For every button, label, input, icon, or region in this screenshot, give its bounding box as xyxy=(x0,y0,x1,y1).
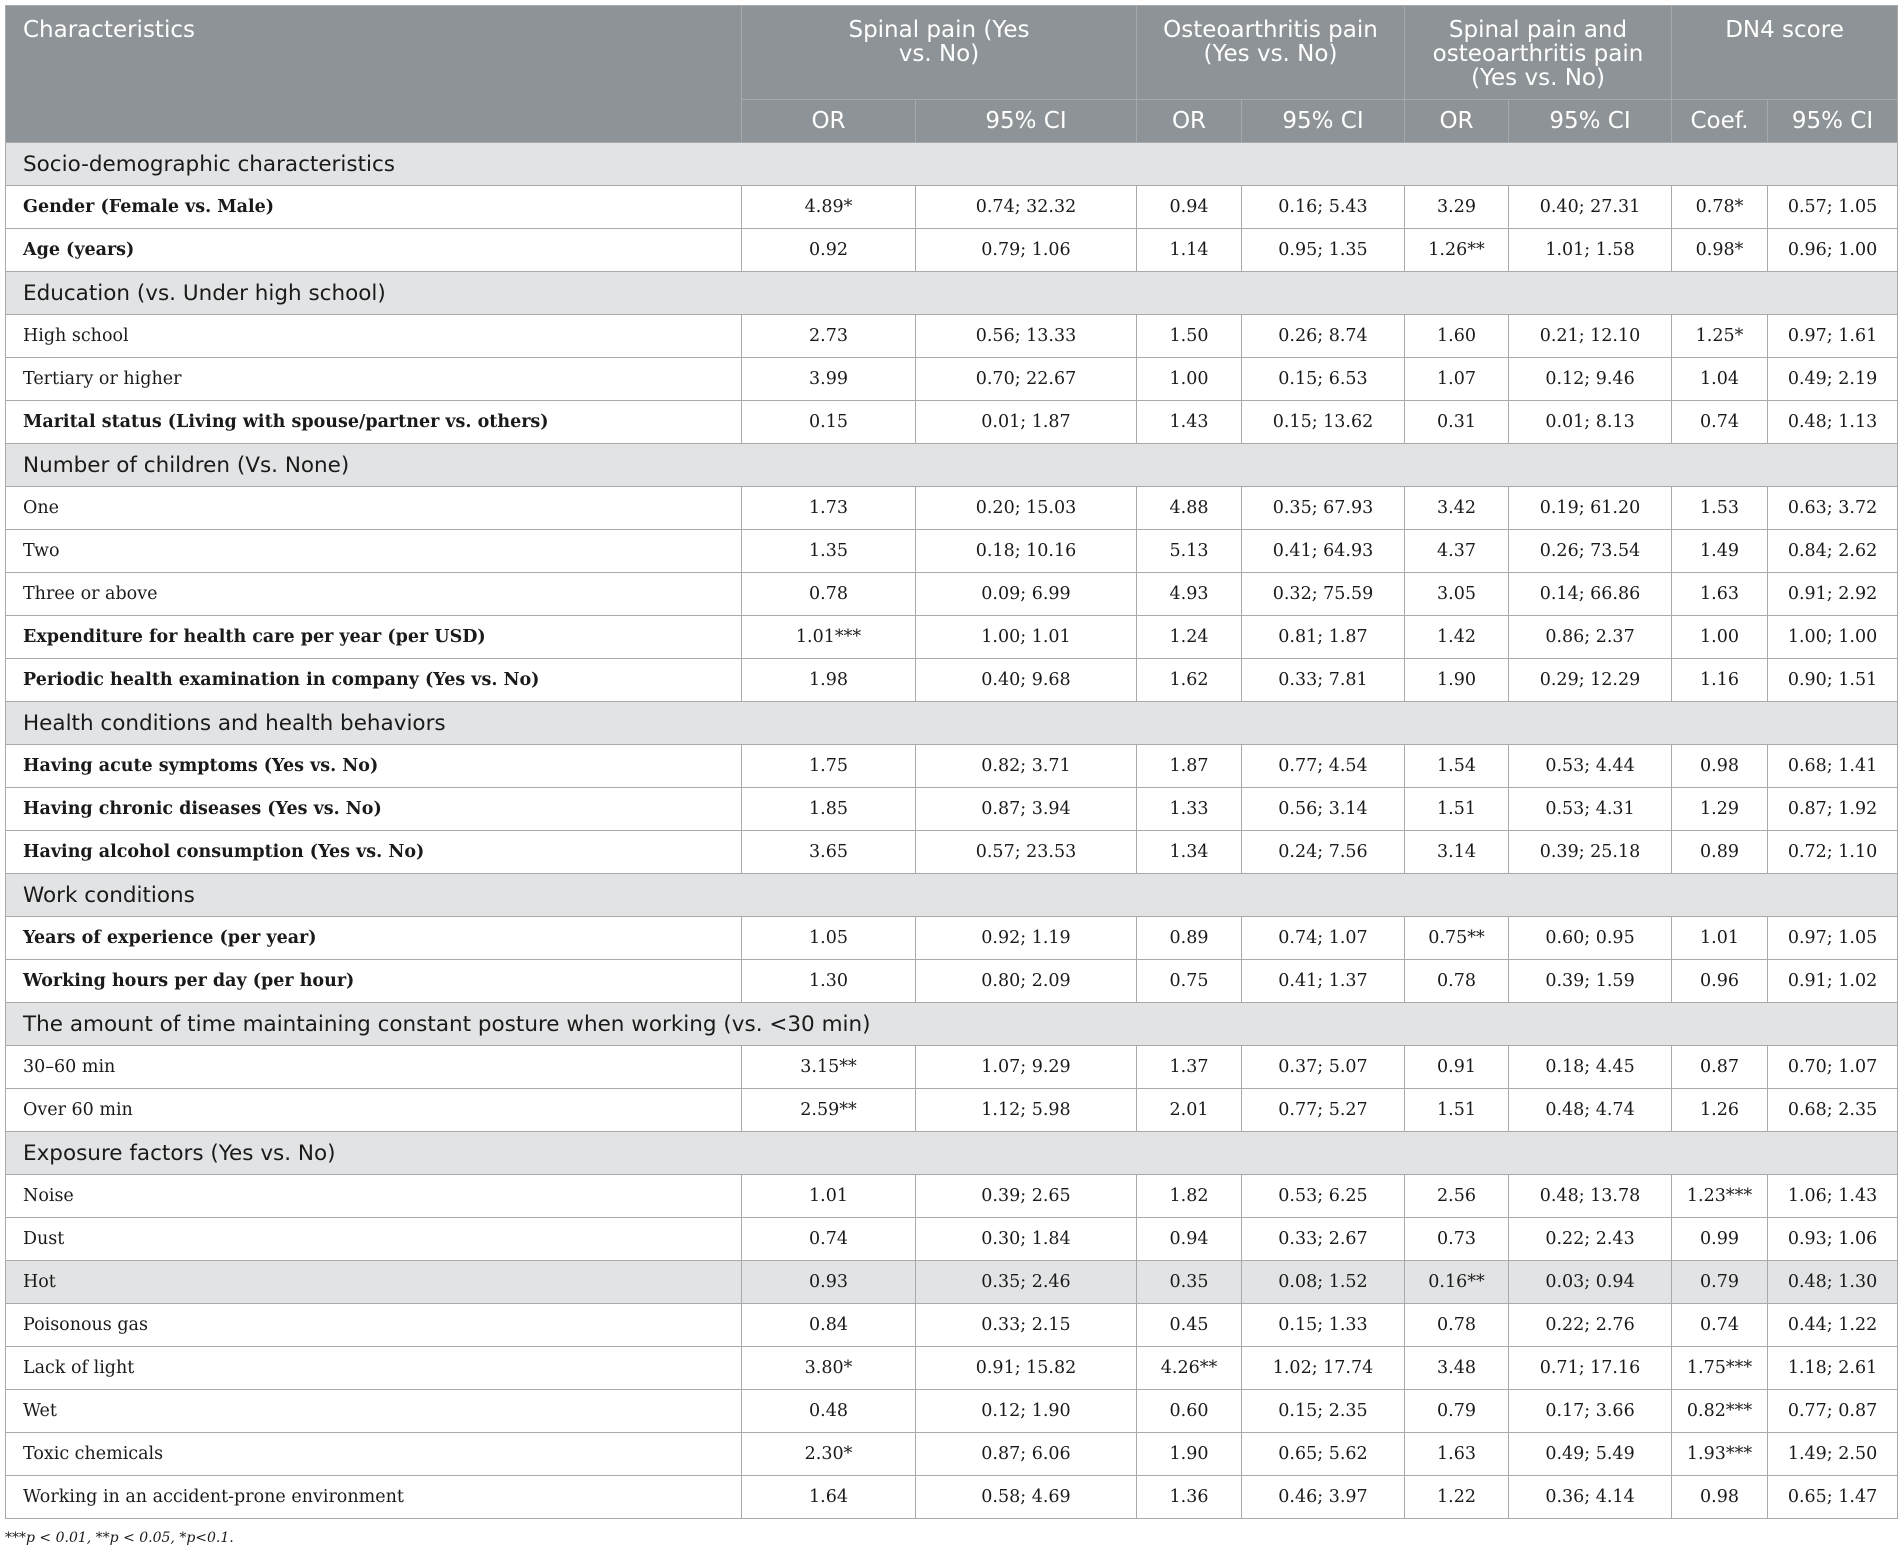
ci-cell: 0.26; 8.74 xyxy=(1242,315,1405,358)
section-label: Socio-demographic characteristics xyxy=(6,143,1898,186)
ci-cell: 0.80; 2.09 xyxy=(916,960,1137,1003)
estimate-cell: 3.05 xyxy=(1405,573,1509,616)
row-label: Over 60 min xyxy=(6,1089,742,1132)
ci-cell: 0.96; 1.00 xyxy=(1768,229,1898,272)
estimate-cell: 4.88 xyxy=(1137,487,1242,530)
estimate-cell: 1.22 xyxy=(1405,1476,1509,1519)
table-row xyxy=(6,745,1898,788)
ci-cell: 0.37; 5.07 xyxy=(1242,1046,1405,1089)
section-row xyxy=(6,1132,1898,1175)
estimate-cell: 0.93 xyxy=(742,1261,916,1304)
dn4-coef-header: Coef. xyxy=(1672,100,1768,143)
estimate-cell: 0.15 xyxy=(742,401,916,444)
estimate-cell: 1.98 xyxy=(742,659,916,702)
section-row xyxy=(6,874,1898,917)
ci-cell: 0.86; 2.37 xyxy=(1509,616,1672,659)
row-label: Dust xyxy=(6,1218,742,1261)
ci-cell: 0.14; 66.86 xyxy=(1509,573,1672,616)
estimate-cell: 1.14 xyxy=(1137,229,1242,272)
estimate-cell: 0.75** xyxy=(1405,917,1509,960)
ci-cell: 0.91; 1.02 xyxy=(1768,960,1898,1003)
estimate-cell: 1.37 xyxy=(1137,1046,1242,1089)
ci-cell: 1.12; 5.98 xyxy=(916,1089,1137,1132)
ci-cell: 0.41; 1.37 xyxy=(1242,960,1405,1003)
row-label: Poisonous gas xyxy=(6,1304,742,1347)
estimate-cell: 2.01 xyxy=(1137,1089,1242,1132)
estimate-cell: 1.05 xyxy=(742,917,916,960)
ci-cell: 0.65; 5.62 xyxy=(1242,1433,1405,1476)
ci-cell: 0.53; 6.25 xyxy=(1242,1175,1405,1218)
estimate-cell: 1.75*** xyxy=(1672,1347,1768,1390)
ci-cell: 0.77; 5.27 xyxy=(1242,1089,1405,1132)
ci-cell: 0.18; 4.45 xyxy=(1509,1046,1672,1089)
table-row xyxy=(6,1304,1898,1347)
estimate-cell: 0.45 xyxy=(1137,1304,1242,1347)
table-row xyxy=(6,1261,1898,1304)
estimate-cell: 0.35 xyxy=(1137,1261,1242,1304)
both-or-header: OR xyxy=(1405,100,1509,143)
row-label: Two xyxy=(6,530,742,573)
ci-cell: 0.35; 67.93 xyxy=(1242,487,1405,530)
ci-cell: 0.33; 2.67 xyxy=(1242,1218,1405,1261)
ci-cell: 1.00; 1.01 xyxy=(916,616,1137,659)
ci-cell: 0.20; 15.03 xyxy=(916,487,1137,530)
estimate-cell: 1.01*** xyxy=(742,616,916,659)
table-row xyxy=(6,573,1898,616)
characteristics-header: Characteristics xyxy=(6,6,742,143)
ci-cell: 0.68; 1.41 xyxy=(1768,745,1898,788)
estimate-cell: 0.79 xyxy=(1672,1261,1768,1304)
estimate-cell: 3.42 xyxy=(1405,487,1509,530)
estimate-cell: 0.60 xyxy=(1137,1390,1242,1433)
section-row xyxy=(6,143,1898,186)
table-row xyxy=(6,1089,1898,1132)
table-row xyxy=(6,616,1898,659)
estimate-cell: 1.49 xyxy=(1672,530,1768,573)
both-ci-header: 95% CI xyxy=(1509,100,1672,143)
estimate-cell: 1.51 xyxy=(1405,788,1509,831)
ci-cell: 1.00; 1.00 xyxy=(1768,616,1898,659)
spinal-pain-header: Spinal pain (Yes vs. No) xyxy=(742,6,1137,100)
estimate-cell: 5.13 xyxy=(1137,530,1242,573)
ci-cell: 1.01; 1.58 xyxy=(1509,229,1672,272)
row-label: Tertiary or higher xyxy=(6,358,742,401)
ci-cell: 0.12; 1.90 xyxy=(916,1390,1137,1433)
row-label: Having alcohol consumption (Yes vs. No) xyxy=(6,831,742,874)
spinal-and-osteoarthritis-pain-header: Spinal pain and osteoarthritis pain (Yes vs. No) xyxy=(1405,6,1672,100)
estimate-cell: 1.90 xyxy=(1137,1433,1242,1476)
section-label: Education (vs. Under high school) xyxy=(6,272,1898,315)
estimate-cell: 0.91 xyxy=(1405,1046,1509,1089)
ci-cell: 0.33; 2.15 xyxy=(916,1304,1137,1347)
ci-cell: 1.07; 9.29 xyxy=(916,1046,1137,1089)
ci-cell: 0.48; 4.74 xyxy=(1509,1089,1672,1132)
ci-cell: 0.36; 4.14 xyxy=(1509,1476,1672,1519)
estimate-cell: 1.29 xyxy=(1672,788,1768,831)
table-header xyxy=(6,6,1898,143)
table-row xyxy=(6,186,1898,229)
estimate-cell: 1.93*** xyxy=(1672,1433,1768,1476)
estimate-cell: 1.04 xyxy=(1672,358,1768,401)
estimate-cell: 1.23*** xyxy=(1672,1175,1768,1218)
ci-cell: 0.41; 64.93 xyxy=(1242,530,1405,573)
estimate-cell: 1.63 xyxy=(1405,1433,1509,1476)
ci-cell: 0.53; 4.44 xyxy=(1509,745,1672,788)
ci-cell: 0.63; 3.72 xyxy=(1768,487,1898,530)
table-row xyxy=(6,358,1898,401)
estimate-cell: 0.48 xyxy=(742,1390,916,1433)
estimate-cell: 4.89* xyxy=(742,186,916,229)
ci-cell: 0.26; 73.54 xyxy=(1509,530,1672,573)
ci-cell: 0.19; 61.20 xyxy=(1509,487,1672,530)
ci-cell: 0.39; 2.65 xyxy=(916,1175,1137,1218)
ci-cell: 0.18; 10.16 xyxy=(916,530,1137,573)
ci-cell: 1.49; 2.50 xyxy=(1768,1433,1898,1476)
ci-cell: 0.57; 23.53 xyxy=(916,831,1137,874)
spinal-or-header: OR xyxy=(742,100,916,143)
ci-cell: 0.49; 5.49 xyxy=(1509,1433,1672,1476)
section-label: Number of children (Vs. None) xyxy=(6,444,1898,487)
ci-cell: 0.56; 13.33 xyxy=(916,315,1137,358)
row-label: Years of experience (per year) xyxy=(6,917,742,960)
ci-cell: 0.08; 1.52 xyxy=(1242,1261,1405,1304)
table-row xyxy=(6,487,1898,530)
row-label: Noise xyxy=(6,1175,742,1218)
ci-cell: 0.81; 1.87 xyxy=(1242,616,1405,659)
table-body xyxy=(6,143,1898,1519)
estimate-cell: 0.82*** xyxy=(1672,1390,1768,1433)
footnote: ***p < 0.01, **p < 0.05, *p<0.1. xyxy=(5,1530,234,1546)
ci-cell: 0.15; 2.35 xyxy=(1242,1390,1405,1433)
ci-cell: 0.39; 1.59 xyxy=(1509,960,1672,1003)
ci-cell: 0.53; 4.31 xyxy=(1509,788,1672,831)
estimate-cell: 2.56 xyxy=(1405,1175,1509,1218)
ci-cell: 0.29; 12.29 xyxy=(1509,659,1672,702)
ci-cell: 0.93; 1.06 xyxy=(1768,1218,1898,1261)
estimate-cell: 1.16 xyxy=(1672,659,1768,702)
ci-cell: 0.92; 1.19 xyxy=(916,917,1137,960)
estimate-cell: 0.87 xyxy=(1672,1046,1768,1089)
estimate-cell: 0.16** xyxy=(1405,1261,1509,1304)
table-row xyxy=(6,831,1898,874)
estimate-cell: 1.33 xyxy=(1137,788,1242,831)
estimate-cell: 0.74 xyxy=(1672,401,1768,444)
ci-cell: 0.77; 0.87 xyxy=(1768,1390,1898,1433)
estimate-cell: 0.78 xyxy=(1405,1304,1509,1347)
row-label: One xyxy=(6,487,742,530)
row-label: Periodic health examination in company (Yes vs. No) xyxy=(6,659,742,702)
table-row xyxy=(6,1175,1898,1218)
ci-cell: 0.35; 2.46 xyxy=(916,1261,1137,1304)
ci-cell: 0.15; 13.62 xyxy=(1242,401,1405,444)
estimate-cell: 1.75 xyxy=(742,745,916,788)
estimate-cell: 1.26 xyxy=(1672,1089,1768,1132)
estimate-cell: 2.73 xyxy=(742,315,916,358)
section-label: Work conditions xyxy=(6,874,1898,917)
ci-cell: 0.87; 3.94 xyxy=(916,788,1137,831)
estimate-cell: 1.64 xyxy=(742,1476,916,1519)
estimate-cell: 3.29 xyxy=(1405,186,1509,229)
section-row xyxy=(6,1003,1898,1046)
estimate-cell: 3.99 xyxy=(742,358,916,401)
table-row xyxy=(6,315,1898,358)
estimate-cell: 0.78* xyxy=(1672,186,1768,229)
estimate-cell: 1.30 xyxy=(742,960,916,1003)
ci-cell: 0.01; 8.13 xyxy=(1509,401,1672,444)
table-row xyxy=(6,401,1898,444)
section-label: The amount of time maintaining constant posture when working (vs. <30 min) xyxy=(6,1003,1898,1046)
row-label: Gender (Female vs. Male) xyxy=(6,186,742,229)
ci-cell: 0.71; 17.16 xyxy=(1509,1347,1672,1390)
ci-cell: 0.60; 0.95 xyxy=(1509,917,1672,960)
estimate-cell: 1.90 xyxy=(1405,659,1509,702)
row-label: 30–60 min xyxy=(6,1046,742,1089)
estimate-cell: 0.96 xyxy=(1672,960,1768,1003)
ci-cell: 0.90; 1.51 xyxy=(1768,659,1898,702)
table-row xyxy=(6,1218,1898,1261)
ci-cell: 0.03; 0.94 xyxy=(1509,1261,1672,1304)
estimate-cell: 1.25* xyxy=(1672,315,1768,358)
estimate-cell: 1.43 xyxy=(1137,401,1242,444)
oa-ci-header: 95% CI xyxy=(1242,100,1405,143)
table-row xyxy=(6,530,1898,573)
estimate-cell: 3.65 xyxy=(742,831,916,874)
estimate-cell: 1.01 xyxy=(742,1175,916,1218)
row-label: Working in an accident-prone environment xyxy=(6,1476,742,1519)
ci-cell: 0.97; 1.61 xyxy=(1768,315,1898,358)
estimate-cell: 1.24 xyxy=(1137,616,1242,659)
row-label: Having chronic diseases (Yes vs. No) xyxy=(6,788,742,831)
ci-cell: 0.79; 1.06 xyxy=(916,229,1137,272)
estimate-cell: 0.78 xyxy=(1405,960,1509,1003)
ci-cell: 0.16; 5.43 xyxy=(1242,186,1405,229)
ci-cell: 0.48; 1.30 xyxy=(1768,1261,1898,1304)
estimate-cell: 1.00 xyxy=(1672,616,1768,659)
estimate-cell: 1.62 xyxy=(1137,659,1242,702)
table-row xyxy=(6,229,1898,272)
spinal-ci-header: 95% CI xyxy=(916,100,1137,143)
estimate-cell: 0.84 xyxy=(742,1304,916,1347)
table-row xyxy=(6,960,1898,1003)
estimate-cell: 0.78 xyxy=(742,573,916,616)
row-label: Expenditure for health care per year (per USD) xyxy=(6,616,742,659)
estimate-cell: 0.92 xyxy=(742,229,916,272)
ci-cell: 0.68; 2.35 xyxy=(1768,1089,1898,1132)
estimate-cell: 4.26** xyxy=(1137,1347,1242,1390)
estimate-cell: 0.73 xyxy=(1405,1218,1509,1261)
table-row xyxy=(6,1476,1898,1519)
estimate-cell: 2.30* xyxy=(742,1433,916,1476)
ci-cell: 0.84; 2.62 xyxy=(1768,530,1898,573)
ci-cell: 0.70; 22.67 xyxy=(916,358,1137,401)
ci-cell: 0.70; 1.07 xyxy=(1768,1046,1898,1089)
section-row xyxy=(6,272,1898,315)
estimate-cell: 3.14 xyxy=(1405,831,1509,874)
section-label: Exposure factors (Yes vs. No) xyxy=(6,1132,1898,1175)
estimate-cell: 0.79 xyxy=(1405,1390,1509,1433)
ci-cell: 0.09; 6.99 xyxy=(916,573,1137,616)
estimate-cell: 1.26** xyxy=(1405,229,1509,272)
estimate-cell: 1.73 xyxy=(742,487,916,530)
estimate-cell: 1.36 xyxy=(1137,1476,1242,1519)
ci-cell: 0.65; 1.47 xyxy=(1768,1476,1898,1519)
ci-cell: 0.12; 9.46 xyxy=(1509,358,1672,401)
ci-cell: 0.48; 13.78 xyxy=(1509,1175,1672,1218)
ci-cell: 1.06; 1.43 xyxy=(1768,1175,1898,1218)
ci-cell: 0.32; 75.59 xyxy=(1242,573,1405,616)
estimate-cell: 0.98 xyxy=(1672,745,1768,788)
row-label: Age (years) xyxy=(6,229,742,272)
section-label: Health conditions and health behaviors xyxy=(6,702,1898,745)
estimate-cell: 1.50 xyxy=(1137,315,1242,358)
estimate-cell: 0.99 xyxy=(1672,1218,1768,1261)
ci-cell: 0.58; 4.69 xyxy=(916,1476,1137,1519)
estimate-cell: 1.51 xyxy=(1405,1089,1509,1132)
ci-cell: 0.15; 1.33 xyxy=(1242,1304,1405,1347)
ci-cell: 0.56; 3.14 xyxy=(1242,788,1405,831)
table-row xyxy=(6,1390,1898,1433)
row-label: Hot xyxy=(6,1261,742,1304)
ci-cell: 0.87; 1.92 xyxy=(1768,788,1898,831)
ci-cell: 0.44; 1.22 xyxy=(1768,1304,1898,1347)
estimate-cell: 1.53 xyxy=(1672,487,1768,530)
section-row xyxy=(6,444,1898,487)
estimate-cell: 1.07 xyxy=(1405,358,1509,401)
estimate-cell: 1.87 xyxy=(1137,745,1242,788)
row-label: Wet xyxy=(6,1390,742,1433)
row-label: Toxic chemicals xyxy=(6,1433,742,1476)
estimate-cell: 1.60 xyxy=(1405,315,1509,358)
osteoarthritis-pain-header: Osteoarthritis pain (Yes vs. No) xyxy=(1137,6,1405,100)
estimate-cell: 3.80* xyxy=(742,1347,916,1390)
estimate-cell: 1.85 xyxy=(742,788,916,831)
estimate-cell: 1.01 xyxy=(1672,917,1768,960)
ci-cell: 0.17; 3.66 xyxy=(1509,1390,1672,1433)
ci-cell: 0.40; 9.68 xyxy=(916,659,1137,702)
table-row xyxy=(6,1433,1898,1476)
row-label: Marital status (Living with spouse/partner vs. others) xyxy=(6,401,742,444)
row-label: Lack of light xyxy=(6,1347,742,1390)
row-label: Three or above xyxy=(6,573,742,616)
estimate-cell: 0.74 xyxy=(742,1218,916,1261)
estimate-cell: 4.93 xyxy=(1137,573,1242,616)
ci-cell: 0.33; 7.81 xyxy=(1242,659,1405,702)
table-row xyxy=(6,788,1898,831)
regression-table xyxy=(5,5,1898,1519)
row-label: Having acute symptoms (Yes vs. No) xyxy=(6,745,742,788)
ci-cell: 0.57; 1.05 xyxy=(1768,186,1898,229)
dn4-score-header: DN4 score xyxy=(1672,6,1898,100)
table-row xyxy=(6,659,1898,702)
table-row xyxy=(6,1046,1898,1089)
estimate-cell: 1.42 xyxy=(1405,616,1509,659)
estimate-cell: 3.15** xyxy=(742,1046,916,1089)
ci-cell: 0.01; 1.87 xyxy=(916,401,1137,444)
ci-cell: 0.39; 25.18 xyxy=(1509,831,1672,874)
ci-cell: 0.22; 2.43 xyxy=(1509,1218,1672,1261)
estimate-cell: 0.89 xyxy=(1137,917,1242,960)
estimate-cell: 0.98* xyxy=(1672,229,1768,272)
ci-cell: 0.48; 1.13 xyxy=(1768,401,1898,444)
ci-cell: 0.95; 1.35 xyxy=(1242,229,1405,272)
ci-cell: 1.02; 17.74 xyxy=(1242,1347,1405,1390)
estimate-cell: 1.63 xyxy=(1672,573,1768,616)
ci-cell: 0.49; 2.19 xyxy=(1768,358,1898,401)
ci-cell: 0.21; 12.10 xyxy=(1509,315,1672,358)
estimate-cell: 1.54 xyxy=(1405,745,1509,788)
table-row xyxy=(6,1347,1898,1390)
estimate-cell: 4.37 xyxy=(1405,530,1509,573)
estimate-cell: 0.75 xyxy=(1137,960,1242,1003)
ci-cell: 0.15; 6.53 xyxy=(1242,358,1405,401)
estimate-cell: 0.98 xyxy=(1672,1476,1768,1519)
ci-cell: 0.87; 6.06 xyxy=(916,1433,1137,1476)
estimate-cell: 1.34 xyxy=(1137,831,1242,874)
estimate-cell: 0.31 xyxy=(1405,401,1509,444)
estimate-cell: 0.74 xyxy=(1672,1304,1768,1347)
ci-cell: 0.30; 1.84 xyxy=(916,1218,1137,1261)
table-row xyxy=(6,917,1898,960)
ci-cell: 0.91; 15.82 xyxy=(916,1347,1137,1390)
ci-cell: 0.46; 3.97 xyxy=(1242,1476,1405,1519)
section-row xyxy=(6,702,1898,745)
ci-cell: 0.91; 2.92 xyxy=(1768,573,1898,616)
ci-cell: 0.74; 1.07 xyxy=(1242,917,1405,960)
estimate-cell: 0.94 xyxy=(1137,186,1242,229)
ci-cell: 0.74; 32.32 xyxy=(916,186,1137,229)
estimate-cell: 1.00 xyxy=(1137,358,1242,401)
ci-cell: 0.40; 27.31 xyxy=(1509,186,1672,229)
estimate-cell: 3.48 xyxy=(1405,1347,1509,1390)
estimate-cell: 0.89 xyxy=(1672,831,1768,874)
ci-cell: 1.18; 2.61 xyxy=(1768,1347,1898,1390)
ci-cell: 0.22; 2.76 xyxy=(1509,1304,1672,1347)
estimate-cell: 2.59** xyxy=(742,1089,916,1132)
estimate-cell: 1.82 xyxy=(1137,1175,1242,1218)
dn4-ci-header: 95% CI xyxy=(1768,100,1898,143)
row-label: High school xyxy=(6,315,742,358)
oa-or-header: OR xyxy=(1137,100,1242,143)
estimate-cell: 0.94 xyxy=(1137,1218,1242,1261)
ci-cell: 0.24; 7.56 xyxy=(1242,831,1405,874)
row-label: Working hours per day (per hour) xyxy=(6,960,742,1003)
ci-cell: 0.97; 1.05 xyxy=(1768,917,1898,960)
ci-cell: 0.82; 3.71 xyxy=(916,745,1137,788)
estimate-cell: 1.35 xyxy=(742,530,916,573)
ci-cell: 0.72; 1.10 xyxy=(1768,831,1898,874)
ci-cell: 0.77; 4.54 xyxy=(1242,745,1405,788)
